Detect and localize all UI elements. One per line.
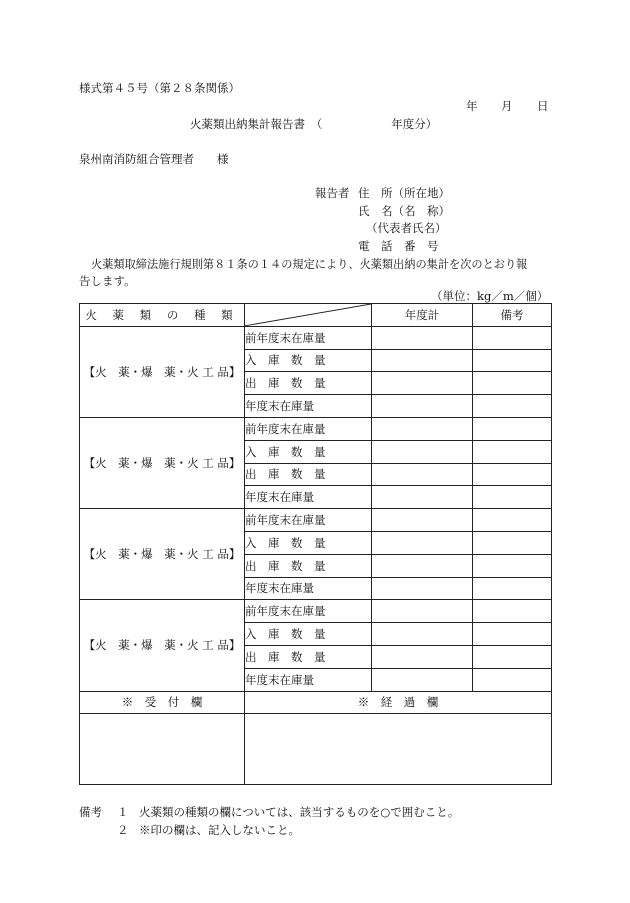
- note-2-text: ※印の欄は、記入しないこと。: [139, 823, 300, 837]
- notes-cell[interactable]: [473, 554, 552, 577]
- notes-cell[interactable]: [473, 486, 552, 509]
- total-cell[interactable]: [372, 486, 473, 509]
- notes-cell[interactable]: [473, 509, 552, 532]
- total-cell[interactable]: [372, 600, 473, 623]
- notes-cell[interactable]: [473, 463, 552, 486]
- stamp-header-row: [80, 691, 552, 714]
- row-label: 前年度末在庫量: [245, 600, 372, 623]
- row-label: 年度末在庫量: [245, 486, 372, 509]
- table-row: [80, 509, 552, 532]
- notes-cell[interactable]: [473, 440, 552, 463]
- receipt-cell: [80, 714, 245, 785]
- row-label: 年度末在庫量: [245, 577, 372, 600]
- total-cell[interactable]: [372, 417, 473, 440]
- total-cell[interactable]: [372, 372, 473, 395]
- notes-label: 備考: [79, 805, 102, 819]
- intro-line-2: 告します。: [79, 274, 136, 288]
- row-label: 前年度末在庫量: [245, 509, 372, 532]
- notes-cell[interactable]: [473, 531, 552, 554]
- table-row: [80, 326, 552, 349]
- row-label: 入 庫 数 量: [245, 531, 372, 554]
- unit-label: （単位：kg／m／個）: [431, 289, 549, 303]
- diagonal-line: [245, 304, 371, 326]
- date-month: 月: [501, 99, 513, 113]
- row-label: 出 庫 数 量: [245, 554, 372, 577]
- intro-line-1: 火薬類取締法施行規則第８１条の１４の規定により、火薬類出納の集計を次のとおり報: [91, 258, 528, 271]
- total-cell[interactable]: [372, 623, 473, 646]
- row-label: 前年度末在庫量: [245, 326, 372, 349]
- total-cell[interactable]: [372, 531, 473, 554]
- notes-cell[interactable]: [473, 645, 552, 668]
- total-cell[interactable]: [372, 509, 473, 532]
- category-cell[interactable]: 【火 薬・爆 薬・火 工 品】: [80, 417, 245, 508]
- row-label: 入 庫 数 量: [245, 623, 372, 646]
- header-notes: 備考: [473, 304, 552, 327]
- reporter-name: 氏 名（名 称）: [358, 204, 450, 218]
- notes-cell[interactable]: [473, 600, 552, 623]
- note-2-number: ２: [117, 823, 129, 837]
- reporter-address: 住 所（所在地）: [358, 186, 450, 200]
- reporter-phone: 電 話 番 号: [358, 239, 439, 253]
- table-row: [80, 600, 552, 623]
- total-cell[interactable]: [372, 668, 473, 691]
- notes-cell[interactable]: [473, 417, 552, 440]
- total-cell[interactable]: [372, 645, 473, 668]
- notes-cell[interactable]: [473, 395, 552, 418]
- row-label: 出 庫 数 量: [245, 372, 372, 395]
- total-cell[interactable]: [372, 463, 473, 486]
- total-cell[interactable]: [372, 554, 473, 577]
- addressee: 泉州南消防組合管理者 様: [79, 152, 229, 166]
- row-label: 前年度末在庫量: [245, 417, 372, 440]
- total-cell[interactable]: [372, 395, 473, 418]
- report-table: [79, 303, 552, 785]
- notes-cell[interactable]: [473, 372, 552, 395]
- category-cell[interactable]: 【火 薬・爆 薬・火 工 品】: [80, 326, 245, 417]
- total-cell[interactable]: [372, 349, 473, 372]
- total-cell[interactable]: [372, 440, 473, 463]
- date-day: 日: [537, 99, 549, 113]
- row-label: 年度末在庫量: [245, 668, 372, 691]
- row-label: 年度末在庫量: [245, 395, 372, 418]
- note-1-text: 火薬類の種類の欄については、該当するものを○で囲むこと。: [139, 805, 460, 819]
- notes-cell[interactable]: [473, 577, 552, 600]
- date-year: 年: [466, 99, 478, 113]
- notes-cell[interactable]: [473, 349, 552, 372]
- row-label: 出 庫 数 量: [245, 645, 372, 668]
- header-type: 火 薬 類 の 種 類: [80, 304, 245, 327]
- notes-cell[interactable]: [473, 326, 552, 349]
- category-cell[interactable]: 【火 薬・爆 薬・火 工 品】: [80, 509, 245, 600]
- category-cell[interactable]: 【火 薬・爆 薬・火 工 品】: [80, 600, 245, 691]
- row-label: 入 庫 数 量: [245, 349, 372, 372]
- total-cell[interactable]: [372, 577, 473, 600]
- table-header-row: [80, 304, 552, 327]
- reporter-representative: （代表者氏名）: [366, 221, 447, 235]
- header-total: 年度計: [372, 304, 473, 327]
- total-cell[interactable]: [372, 326, 473, 349]
- row-label: 出 庫 数 量: [245, 463, 372, 486]
- table-row: [80, 417, 552, 440]
- reporter-label: 報告者: [315, 186, 350, 200]
- progress-cell: [245, 714, 552, 785]
- report-title: 火薬類出納集計報告書 （ 年度分）: [190, 117, 438, 131]
- stamp-body-row: [80, 714, 552, 785]
- note-1-number: １: [117, 805, 129, 819]
- header-diagonal: [245, 304, 372, 327]
- form-number: 様式第４５号（第２８条関係）: [79, 81, 240, 95]
- notes-cell[interactable]: [473, 668, 552, 691]
- receipt-header: ※ 受 付 欄: [80, 691, 245, 714]
- notes-cell[interactable]: [473, 623, 552, 646]
- row-label: 入 庫 数 量: [245, 440, 372, 463]
- progress-header: ※ 経 過 欄: [245, 691, 552, 714]
